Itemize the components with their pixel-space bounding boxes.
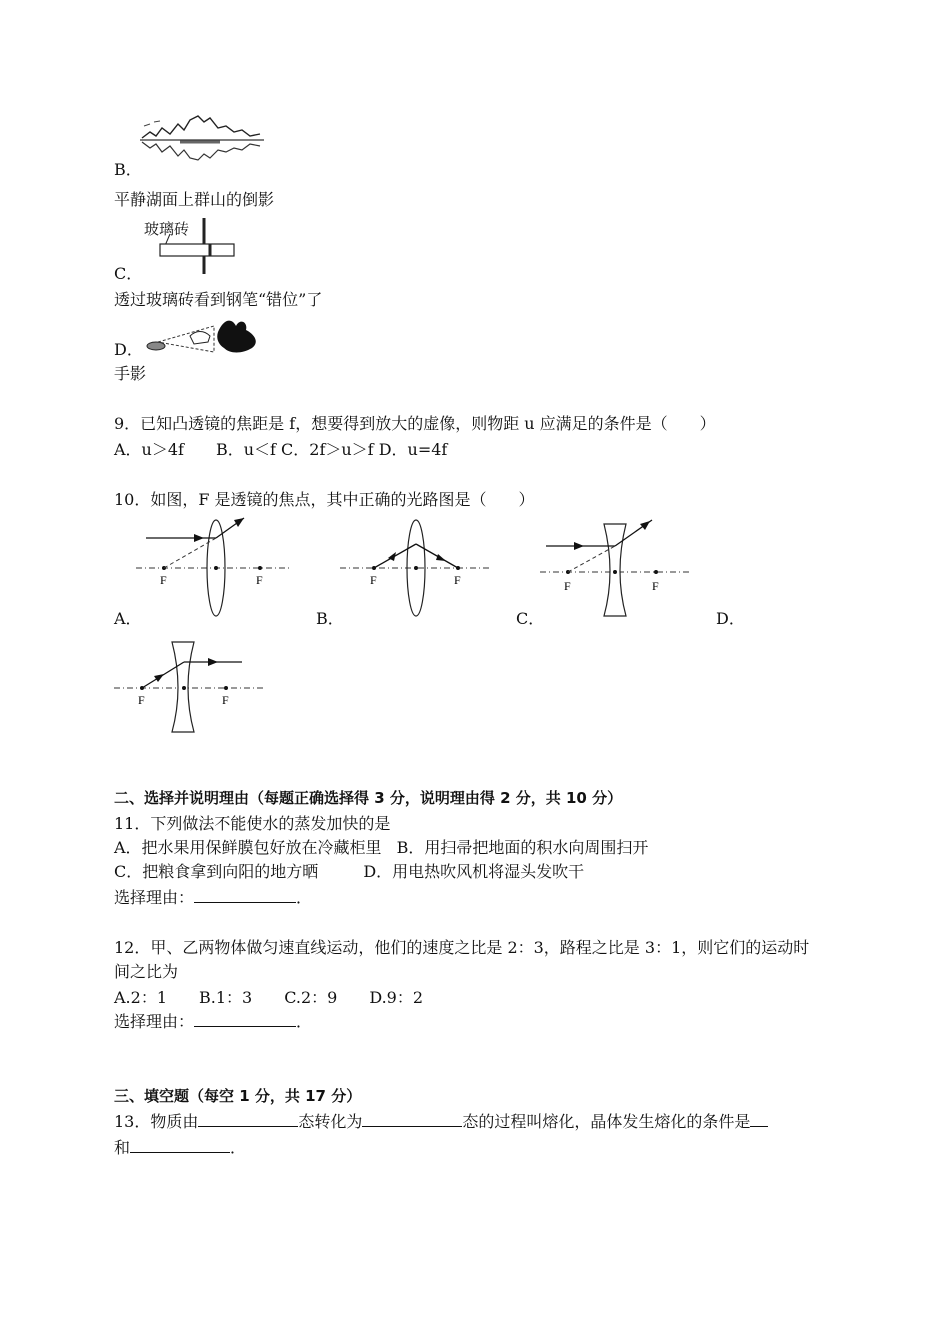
focus-label: F <box>138 693 145 707</box>
q11-options-cd[interactable] <box>114 862 584 882</box>
q10-option-a[interactable]: A． <box>114 609 142 628</box>
focus-label: F <box>370 573 377 587</box>
q12-options[interactable]: A.2：1 B.1：3 C.2：9 D.9：2 <box>114 988 424 1007</box>
q11-options-ab[interactable] <box>114 838 648 858</box>
focus-label: F <box>160 573 167 587</box>
reason-blank[interactable] <box>194 888 296 903</box>
q10-option-d[interactable]: D． <box>716 609 745 628</box>
q10-option-b[interactable]: B． <box>316 609 344 628</box>
q13-period: ． <box>230 1138 247 1157</box>
q8-option-b-caption: 平静湖面上群山的倒影 <box>114 190 275 209</box>
q13-text-2: 态转化为 <box>298 1112 363 1131</box>
q13-text-1: 13．物质由 <box>114 1112 199 1131</box>
q11-question: 11．下列做法不能使水的蒸发加快的是 <box>114 814 391 833</box>
diagram-d-concave-lens <box>112 638 272 738</box>
reason-blank[interactable] <box>194 1012 296 1027</box>
diagram-c-concave-lens <box>540 512 700 620</box>
q11-option-d[interactable]: D．用电热吹风机将湿头发吹干 <box>363 862 585 881</box>
glass-brick-pen-image <box>144 216 244 276</box>
q10-option-c[interactable]: C． <box>516 609 545 628</box>
section-2-heading: 二、选择并说明理由（每题正确选择得 3 分，说明理由得 2 分，共 10 分） <box>114 789 623 807</box>
q8-option-c-letter[interactable]: C． <box>114 264 143 283</box>
q9-question: 9．已知凸透镜的焦距是 f，想要得到放大的虚像，则物距 u 应满足的条件是（ ） <box>114 414 716 433</box>
q12-question-line2: 间之比为 <box>114 962 179 981</box>
q13-blank-1[interactable] <box>198 1112 298 1127</box>
q11-option-a[interactable]: A．把水果用保鲜膜包好放在冷藏柜里 <box>114 838 382 857</box>
q13-blank-4[interactable] <box>130 1138 230 1153</box>
q8-option-d-caption: 手影 <box>114 364 147 383</box>
q12-question-line1: 12．甲、乙两物体做匀速直线运动，他们的速度之比是 2：3，路程之比是 3：1，则它们的运动时 <box>114 938 810 957</box>
section-3-heading: 三、填空题（每空 1 分，共 17 分） <box>114 1087 362 1105</box>
mountain-reflection-image <box>140 112 264 162</box>
q13-line1 <box>114 1112 768 1132</box>
q11-option-b[interactable]: B．用扫帚把地面的积水向周围扫开 <box>396 838 649 857</box>
diagram-a-convex-lens <box>136 514 296 618</box>
q13-line2 <box>114 1138 246 1158</box>
q9-options[interactable]: A．u＞4f B．u＜f C．2f＞u＞f D．u=4f <box>114 440 448 459</box>
q13-blank-2[interactable] <box>362 1112 462 1127</box>
q10-question: 10．如图，F 是透镜的焦点，其中正确的光路图是（ ） <box>114 490 535 509</box>
q8-option-d-letter[interactable]: D． <box>114 340 143 359</box>
focus-label: F <box>256 573 263 587</box>
q8-option-c-caption: 透过玻璃砖看到钢笔“错位”了 <box>114 290 323 309</box>
q12-reason: 选择理由： ． <box>114 1012 313 1031</box>
q11-reason: 选择理由： ． <box>114 888 313 907</box>
focus-label: F <box>454 573 461 587</box>
q13-blank-3[interactable] <box>750 1112 768 1127</box>
reason-label: 选择理由： <box>114 888 195 907</box>
hand-shadow-image <box>140 312 264 356</box>
glass-brick-label: 玻璃砖 <box>144 220 190 238</box>
q13-text-3: 态的过程叫熔化，晶体发生熔化的条件是 <box>462 1112 751 1131</box>
focus-label: F <box>652 579 659 593</box>
focus-label: F <box>222 693 229 707</box>
q11-option-c[interactable]: C．把粮食拿到向阳的地方晒 <box>114 862 319 881</box>
focus-label: F <box>564 579 571 593</box>
q8-option-b-letter[interactable]: B． <box>114 160 142 179</box>
diagram-b-convex-lens <box>340 514 500 618</box>
reason-label: 选择理由： <box>114 1012 195 1031</box>
q13-text-4: 和 <box>114 1138 131 1157</box>
